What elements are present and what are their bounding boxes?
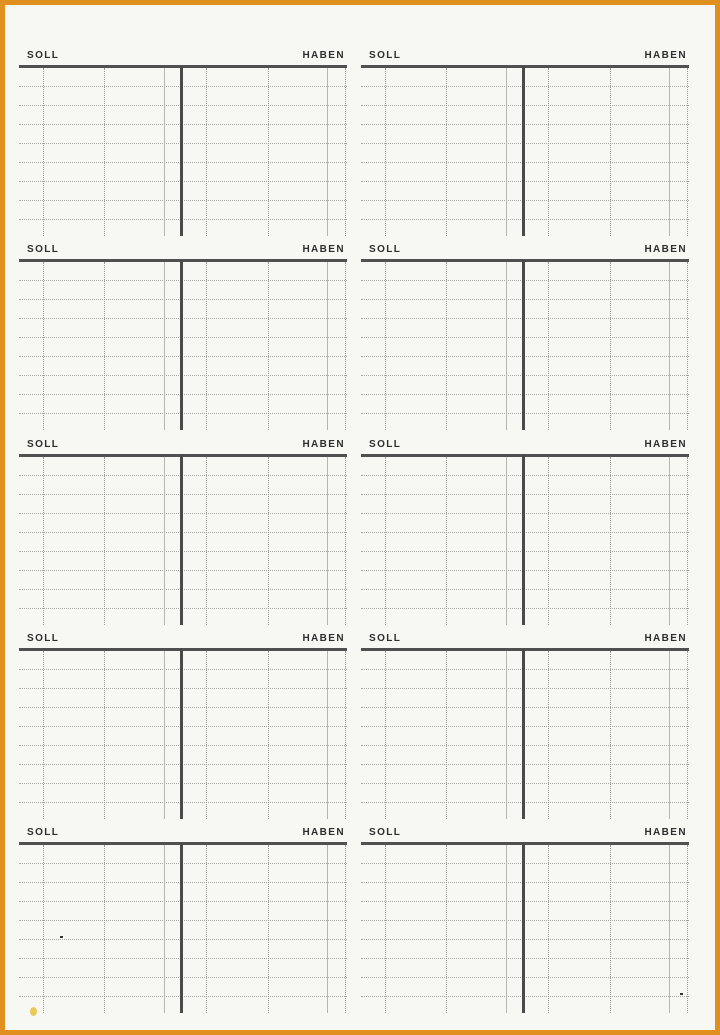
grid-row-line [19,162,347,163]
haben-label: HABEN [644,244,687,255]
grid-column-line [104,457,105,625]
haben-label: HABEN [644,827,687,838]
grid-column-line [669,68,670,236]
grid-row-line [361,688,689,689]
grid-column-line [327,457,328,625]
haben-label: HABEN [302,633,345,644]
soll-label: SOLL [369,439,402,450]
grid-row-line [19,764,347,765]
t-account-divider [522,260,525,430]
grid-column-line [327,651,328,819]
soll-label: SOLL [369,633,402,644]
grid-column-line [506,262,507,430]
grid-row-line [361,863,689,864]
grid-row-line [361,318,689,319]
grid-column-line [610,262,611,430]
haben-label: HABEN [644,633,687,644]
t-account-4 [361,244,689,434]
grid-column-line [385,845,386,1013]
grid-row-line [19,394,347,395]
grid-column-line [687,457,688,625]
grid-row-line [361,413,689,414]
soll-label: SOLL [27,244,60,255]
t-account-10 [361,827,689,1017]
t-account-8 [361,633,689,823]
grid-column-line [506,651,507,819]
grid-row-line [19,589,347,590]
paper-speck [60,936,63,938]
ledger-grid [19,68,347,236]
grid-column-line [268,68,269,236]
grid-column-line [506,845,507,1013]
grid-column-line [43,457,44,625]
grid-row-line [361,802,689,803]
grid-row-line [19,86,347,87]
grid-row-line [361,475,689,476]
grid-column-line [687,651,688,819]
grid-row-line [361,105,689,106]
grid-row-line [19,996,347,997]
grid-column-line [345,68,346,236]
grid-row-line [361,162,689,163]
grid-row-line [361,726,689,727]
grid-row-line [361,86,689,87]
grid-row-line [361,181,689,182]
grid-column-line [164,457,165,625]
grid-column-line [385,651,386,819]
grid-column-line [327,68,328,236]
grid-column-line [669,651,670,819]
grid-column-line [506,457,507,625]
grid-row-line [361,551,689,552]
grid-row-line [361,299,689,300]
grid-row-line [19,318,347,319]
t-account-1 [19,50,347,240]
grid-row-line [361,589,689,590]
grid-column-line [206,845,207,1013]
grid-row-line [19,570,347,571]
grid-row-line [19,901,347,902]
t-account-3 [19,244,347,434]
haben-label: HABEN [302,439,345,450]
t-account-2 [361,50,689,240]
grid-row-line [19,939,347,940]
grid-column-line [164,262,165,430]
grid-row-line [361,280,689,281]
grid-column-line [548,457,549,625]
grid-row-line [361,707,689,708]
grid-row-line [19,124,347,125]
grid-row-line [19,608,347,609]
t-account-divider [522,649,525,819]
haben-label: HABEN [644,50,687,61]
grid-row-line [19,707,347,708]
t-account-divider [180,455,183,625]
grid-row-line [19,802,347,803]
grid-column-line [43,68,44,236]
t-account-divider [180,843,183,1013]
grid-column-line [206,68,207,236]
haben-label: HABEN [302,50,345,61]
grid-column-line [687,845,688,1013]
grid-row-line [19,475,347,476]
grid-row-line [361,394,689,395]
grid-column-line [446,68,447,236]
ledger-grid [19,845,347,1013]
grid-row-line [19,181,347,182]
grid-row-line [361,219,689,220]
grid-column-line [385,68,386,236]
grid-column-line [43,262,44,430]
grid-column-line [385,262,386,430]
grid-row-line [19,783,347,784]
grid-column-line [327,262,328,430]
soll-label: SOLL [369,244,402,255]
t-account-7 [19,633,347,823]
grid-row-line [361,977,689,978]
ledger-sheet [5,5,715,1030]
grid-row-line [361,669,689,670]
grid-row-line [361,570,689,571]
grid-column-line [446,651,447,819]
t-account-5 [19,439,347,629]
grid-column-line [548,262,549,430]
grid-row-line [19,920,347,921]
grid-column-line [385,457,386,625]
t-account-9 [19,827,347,1017]
grid-column-line [548,651,549,819]
grid-column-line [268,651,269,819]
grid-column-line [104,845,105,1013]
grid-column-line [206,651,207,819]
grid-row-line [19,413,347,414]
ledger-grid [19,262,347,430]
grid-row-line [361,745,689,746]
paper-speck [680,993,683,995]
grid-column-line [43,651,44,819]
grid-row-line [19,105,347,106]
grid-column-line [206,457,207,625]
grid-row-line [361,143,689,144]
grid-column-line [268,262,269,430]
grid-column-line [164,651,165,819]
grid-row-line [19,494,347,495]
haben-label: HABEN [302,244,345,255]
grid-row-line [19,513,347,514]
grid-column-line [206,262,207,430]
grid-column-line [610,457,611,625]
t-account-divider [522,843,525,1013]
grid-row-line [361,337,689,338]
t-account-6 [361,439,689,629]
grid-column-line [104,68,105,236]
soll-label: SOLL [27,50,60,61]
grid-column-line [345,651,346,819]
grid-row-line [19,356,347,357]
grid-column-line [610,68,611,236]
grid-column-line [506,68,507,236]
t-account-divider [180,649,183,819]
grid-row-line [19,669,347,670]
soll-label: SOLL [369,827,402,838]
grid-column-line [669,262,670,430]
grid-column-line [104,262,105,430]
grid-row-line [361,532,689,533]
grid-row-line [19,532,347,533]
ledger-grid [361,651,689,819]
ledger-grid [361,457,689,625]
grid-row-line [361,920,689,921]
grid-row-line [361,958,689,959]
grid-row-line [361,783,689,784]
grid-row-line [361,200,689,201]
grid-column-line [446,457,447,625]
grid-row-line [361,375,689,376]
grid-column-line [446,262,447,430]
ledger-grid [361,262,689,430]
grid-row-line [19,958,347,959]
grid-row-line [361,356,689,357]
grid-row-line [361,939,689,940]
grid-row-line [19,882,347,883]
grid-row-line [19,280,347,281]
grid-column-line [164,68,165,236]
grid-column-line [327,845,328,1013]
grid-row-line [19,745,347,746]
t-account-divider [180,260,183,430]
haben-label: HABEN [644,439,687,450]
t-account-divider [522,455,525,625]
grid-column-line [104,651,105,819]
grid-row-line [19,688,347,689]
grid-row-line [19,726,347,727]
grid-column-line [548,68,549,236]
t-account-divider [522,66,525,236]
soll-label: SOLL [27,827,60,838]
haben-label: HABEN [302,827,345,838]
grid-column-line [43,845,44,1013]
grid-row-line [361,513,689,514]
grid-column-line [669,457,670,625]
grid-column-line [164,845,165,1013]
grid-row-line [361,608,689,609]
grid-row-line [361,494,689,495]
grid-row-line [361,882,689,883]
grid-row-line [19,337,347,338]
grid-column-line [687,68,688,236]
ledger-grid [19,457,347,625]
grid-column-line [268,457,269,625]
grid-column-line [610,845,611,1013]
grid-row-line [19,143,347,144]
grid-column-line [610,651,611,819]
ledger-grid [361,845,689,1013]
grid-column-line [687,262,688,430]
grid-row-line [361,124,689,125]
grid-row-line [19,219,347,220]
grid-row-line [19,863,347,864]
grid-row-line [361,901,689,902]
grid-row-line [19,299,347,300]
t-account-divider [180,66,183,236]
grid-column-line [345,457,346,625]
grid-row-line [361,764,689,765]
paper-smudge [30,1007,37,1016]
grid-row-line [19,977,347,978]
grid-column-line [345,262,346,430]
grid-row-line [19,375,347,376]
soll-label: SOLL [27,633,60,644]
ledger-grid [361,68,689,236]
soll-label: SOLL [369,50,402,61]
soll-label: SOLL [27,439,60,450]
grid-column-line [345,845,346,1013]
grid-column-line [268,845,269,1013]
grid-row-line [361,996,689,997]
ledger-grid [19,651,347,819]
grid-column-line [669,845,670,1013]
grid-row-line [19,551,347,552]
grid-column-line [548,845,549,1013]
grid-row-line [19,200,347,201]
grid-column-line [446,845,447,1013]
